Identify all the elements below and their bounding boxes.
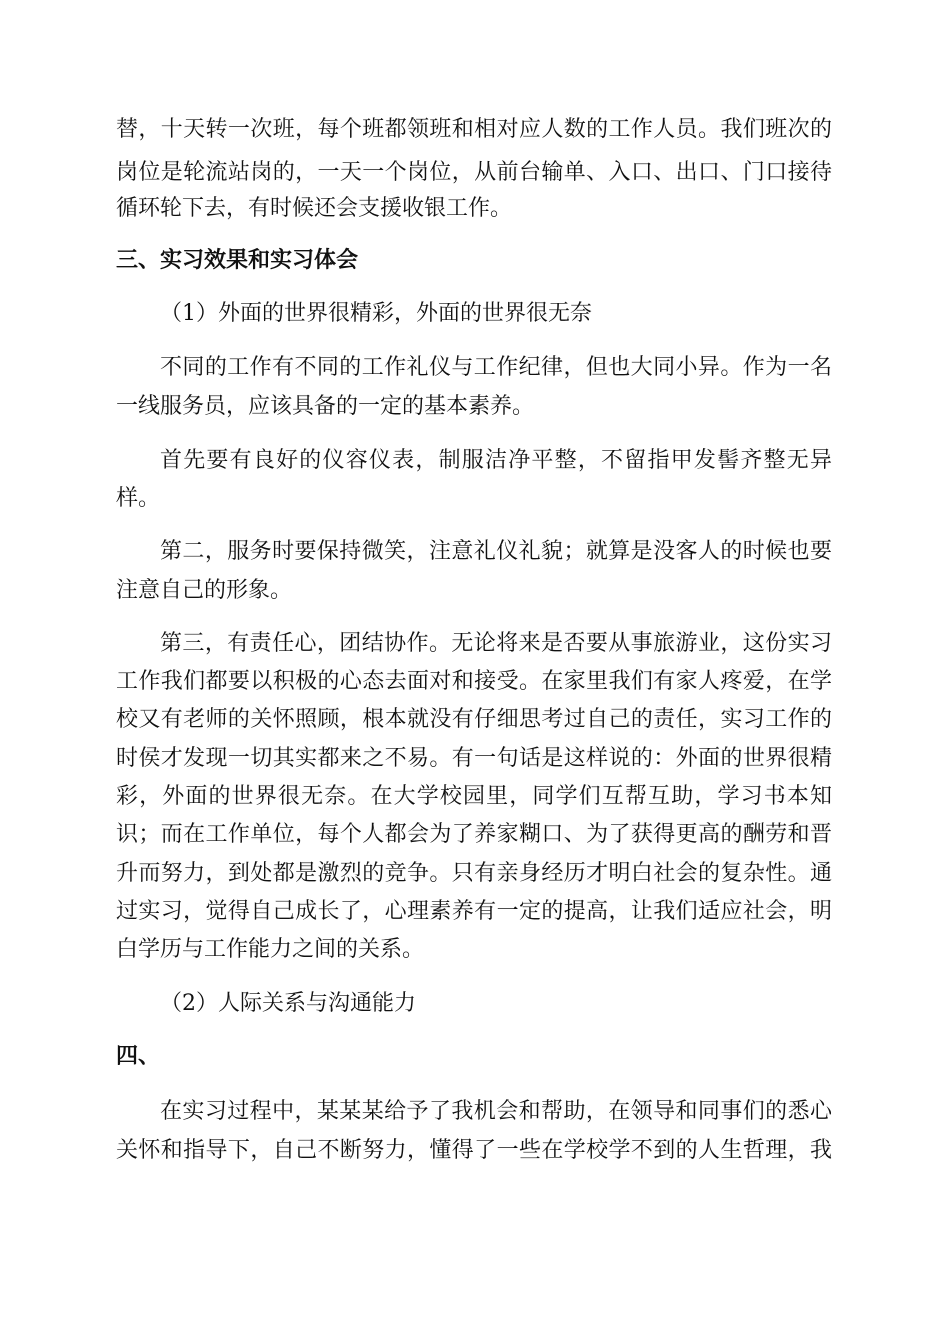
paragraph-line: 白学历与工作能力之间的关系。: [116, 937, 425, 962]
paragraph-line: 首先要有良好的仪容仪表，制服洁净平整，不留指甲发髻齐整无异: [160, 448, 832, 473]
paragraph-line: 循环轮下去，有时候还会支援收银工作。: [116, 196, 513, 221]
paragraph-line: 一线服务员，应该具备的一定的基本素养。: [116, 394, 535, 419]
paragraph-line: 校又有老师的关怀照顾，根本就没有仔细思考过自己的责任，实习工作的: [116, 707, 832, 732]
paragraph-line: 第二，服务时要保持微笑，注意礼仪礼貌；就算是没客人的时候也要: [160, 539, 832, 564]
paragraph-line: 彩，外面的世界很无奈。在大学校园里，同学们互帮互助，学习书本知: [116, 784, 832, 809]
section-heading: 四、: [116, 1044, 161, 1069]
paragraph-line: 时侯才发现一切其实都来之不易。有一句话是这样说的：外面的世界很精: [116, 746, 832, 771]
subsection-heading: （1）外面的世界很精彩，外面的世界很无奈: [160, 301, 592, 326]
paragraph-line: 过实习，觉得自己成长了，心理素养有一定的提高，让我们适应社会，明: [116, 899, 832, 924]
paragraph-line: 第三，有责任心，团结协作。无论将来是否要从事旅游业，这份实习: [160, 631, 832, 656]
paragraph-line: 升而努力，到处都是激烈的竞争。只有亲身经历才明白社会的复杂性。通: [116, 861, 832, 886]
paragraph-line: 注意自己的形象。: [116, 578, 293, 603]
paragraph-line: 替，十天转一次班，每个班都领班和相对应人数的工作人员。我们班次的: [116, 117, 832, 142]
paragraph-line: 样。: [116, 486, 161, 511]
paragraph-line: 不同的工作有不同的工作礼仪与工作纪律，但也大同小异。作为一名: [160, 355, 832, 380]
paragraph-line: 在实习过程中，某某某给予了我机会和帮助，在领导和同事们的悉心: [160, 1099, 832, 1124]
subsection-heading: （2）人际关系与沟通能力: [160, 991, 416, 1016]
paragraph-line: 工作我们都要以积极的心态去面对和接受。在家里我们有家人疼爱，在学: [116, 669, 832, 694]
paragraph-line: 识；而在工作单位，每个人都会为了养家糊口、为了获得更高的酬劳和晋: [116, 822, 832, 847]
paragraph-line: 关怀和指导下，自己不断努力，懂得了一些在学校学不到的人生哲理，我: [116, 1138, 832, 1163]
section-heading: 三、实习效果和实习体会: [116, 248, 359, 273]
paragraph-line: 岗位是轮流站岗的，一天一个岗位，从前台输单、入口、出口、门口接待: [116, 160, 832, 185]
